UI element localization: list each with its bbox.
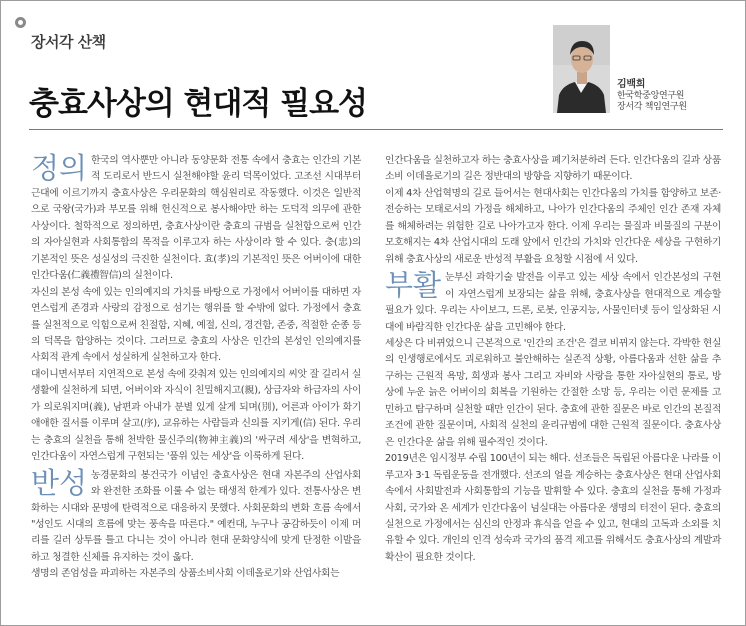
paragraph-text: 농경문화의 봉건국가 이념인 충효사상은 현대 자본주의 산업사회와 완전한 조화를 이룰 수 없는 태생적 한계가 있다. 전통사상은 변화하는 시대와 문명에 탄력적으로 대응하지 못했다. 사회문화의 변화 흐름 속에서 "성인도 시대의 흐름에 맞는 풍속을 따른다." 예컨대, 누구나 공감하듯이 이제 머리를 길러 상투를 틀고 다니는 것이 아니라 현대 문화양식에 맞게 단정한 이발을 하고 청결한 신체를 유지하는 것이 옳다. [31, 469, 361, 563]
section-heading-reflection: 반성 [31, 465, 88, 500]
section-heading-revival: 부활 [385, 268, 442, 303]
paragraph [31, 465, 361, 567]
paragraph [385, 336, 721, 451]
article-column-left [31, 153, 361, 583]
author-name: 김백희 [617, 79, 646, 90]
author-portrait-icon [553, 25, 610, 113]
paragraph-text: 대이니면서부터 지연적으로 본성 속에 갖춰져 있는 인의예지의 씨앗 잘 길리서 실생활에 실천하게 되면, 어버이와 자식이 친밀해지고(親), 상급자와 하급자의 사이가 의로워지며(義), 남편과 아내가 분별 있게 살게 되며(別), 어른과 아이가 화기애애한 질서를 이루며 살고(序), 교유하는 사람들과 신의를 지키게(信) 된다. 우리는 충효의 실천을 통해 천박한 물신주의(物神主義)의 '싸구려 세상'을 변혁하고, 인간다움이 자연스럽게 구현되는 '품위 있는 세상'을 이룩하게 된다. [31, 368, 361, 463]
paragraph-text: 이제 4차 산업혁명의 길로 들어서는 현대사회는 인간다움의 가치를 함양하고 보존·전승하는 모태로서의 가정을 해체하고, 나아가 인간다움의 주체인 인간 존재 자체를 해체하려는 위험한 길로 나아가고자 한다. 이제 우리는 물질과 비물질의 구분이 모호해지는 4차 산업시대의 도래 앞에서 인간의 가치와 인간다운 세상을 구현하기 위해 충효사상의 새로운 반성적 부활을 요청할 시점에 서 있다. [385, 187, 721, 265]
section-label-text: 장서각 산책 [31, 33, 106, 51]
article-column-right [385, 153, 721, 566]
paragraph [31, 285, 361, 367]
paragraph [31, 566, 361, 582]
title-divider [29, 129, 723, 130]
circle-bullet-icon [15, 17, 26, 28]
paragraph [31, 367, 361, 466]
paragraph-text: 2019년은 임시정부 수립 100년이 되는 해다. 선조들은 독립된 아름다운 나라를 이루고자 3·1 독립운동을 전개했다. 선조의 얼을 계승하는 충효사상은 현대 산업사회 속에서 사회발전과 사회통합의 기능을 발휘할 수 있다. 충효의 실천을 통해 가정과 사회, 국가와 온 세계가 인간다움이 넘실대는 아름다운 생명의 터전이 된다. 충효의 실천으로 가정에서는 심신의 안정과 휴식을 얻을 수 있고, 현대의 고독과 소외를 치유할 수 있다. 개인의 인격 성숙과 국가의 품격 제고를 위해서도 충효사상의 계발과 확산이 필요한 것이다. [385, 453, 721, 563]
paragraph-text: 자신의 본성 속에 있는 인의예지의 가치를 바탕으로 가정에서 어버이를 대하면 자연스럽게 존경과 사랑의 감정으로 섬기는 행위를 할 수밖에 없다. 가정에서 충효를 실천적으로 익힘으로써 친절함, 지혜, 예절, 신의, 경건함, 존중, 적절한 순종 등의 덕목을 함양하는 것이다. 그러므로 충효의 사상은 인간의 본성인 인의예지를 사회적 관계 속에서 성실하게 실천하고자 한다. [31, 286, 361, 364]
paragraph [385, 186, 721, 268]
paragraph-text: 한국의 역사뿐만 아니라 동양문화 전통 속에서 충효는 인간의 기본적 도리로서 반드시 실천해야할 윤리 덕목이었다. 고조선 시대부터 근대에 이르기까지 충효사상은 우리문화의 핵심원리로 작동했다. 이것은 일반적으로 국왕(국가)과 부모를 위해 헌신적으로 봉사해야만 하는 도덕적 의무에 관한 사상이다. 철학적으로 정의하면, 충효사상이란 충효의 규범을 실천함으로써 인간의 자아실현과 사회통합의 목적을 이루고자 하는 사상이라 할 수 있다. 충(忠)의 기본적인 뜻은 성실성의 극진한 실천이다. 효(孝)의 기본적인 뜻은 어버이에 대한 인간다움(仁義禮智信)의 실천이다. [31, 155, 361, 282]
author-info [617, 79, 687, 113]
paragraph-text: 세상은 다 비뀌었으니 근본적으로 '인간의 조건'은 결코 비뀌지 않는다. 각박한 현실의 인생행로에서도 괴로워하고 불안해하는 실존적 상황, 아름다움과 선한 삶을 추구하는 근원적 욕망, 희생과 봉사 그리고 자비와 사랑을 통한 자아실현의 통로, 방상에 누운 늙은 어버이의 회복을 기원하는 간절한 소망 등, 우리는 이런 문제를 고민하고 탐구하며 실천할 때만 인간이 된다. 충효에 관한 질문은 바로 인간의 본질적 조건에 관한 질문이며, 사회적 실천의 윤리규범에 대한 근원적 질문이다. 충효사상은 인간다운 삶을 위해 필수적인 것이다. [385, 337, 721, 448]
paragraph-text: 생명의 존엄성을 파괴하는 자본주의 상품소비사회 이데올로기와 산업사회는 [31, 568, 340, 580]
paragraph [385, 451, 721, 566]
author-affiliation: 한국학중앙연구원 [617, 91, 685, 101]
author-position: 장서각 책임연구원 [617, 102, 687, 112]
paragraph [385, 270, 721, 336]
section-heading-definition: 정의 [31, 151, 88, 185]
paragraph-text: 인간다움을 실천하고자 하는 충효사상을 폐기처분하려 든다. 인간다움의 길과 상품소비 이데올로기의 길은 정반대의 방향을 지향하기 때문이다. [385, 155, 721, 183]
paragraph [385, 153, 721, 186]
article-title: 충효사상의 현대적 필요성 [29, 86, 367, 122]
paragraph [31, 153, 361, 285]
paragraph-text: 눈부신 과학기술 발전을 이루고 있는 세상 속에서 인간본성의 구현이 자연스럽게 보장되는 삶을 위해, 충효사상을 현대적으로 계승할 필요가 있다. 우리는 사이보그, 드론, 로봇, 인공지능, 사물인터넷 등이 일상화된 시대에 바람직한 인간다운 삶을 고민해야 한다. [385, 272, 721, 333]
author-photo [553, 25, 610, 113]
